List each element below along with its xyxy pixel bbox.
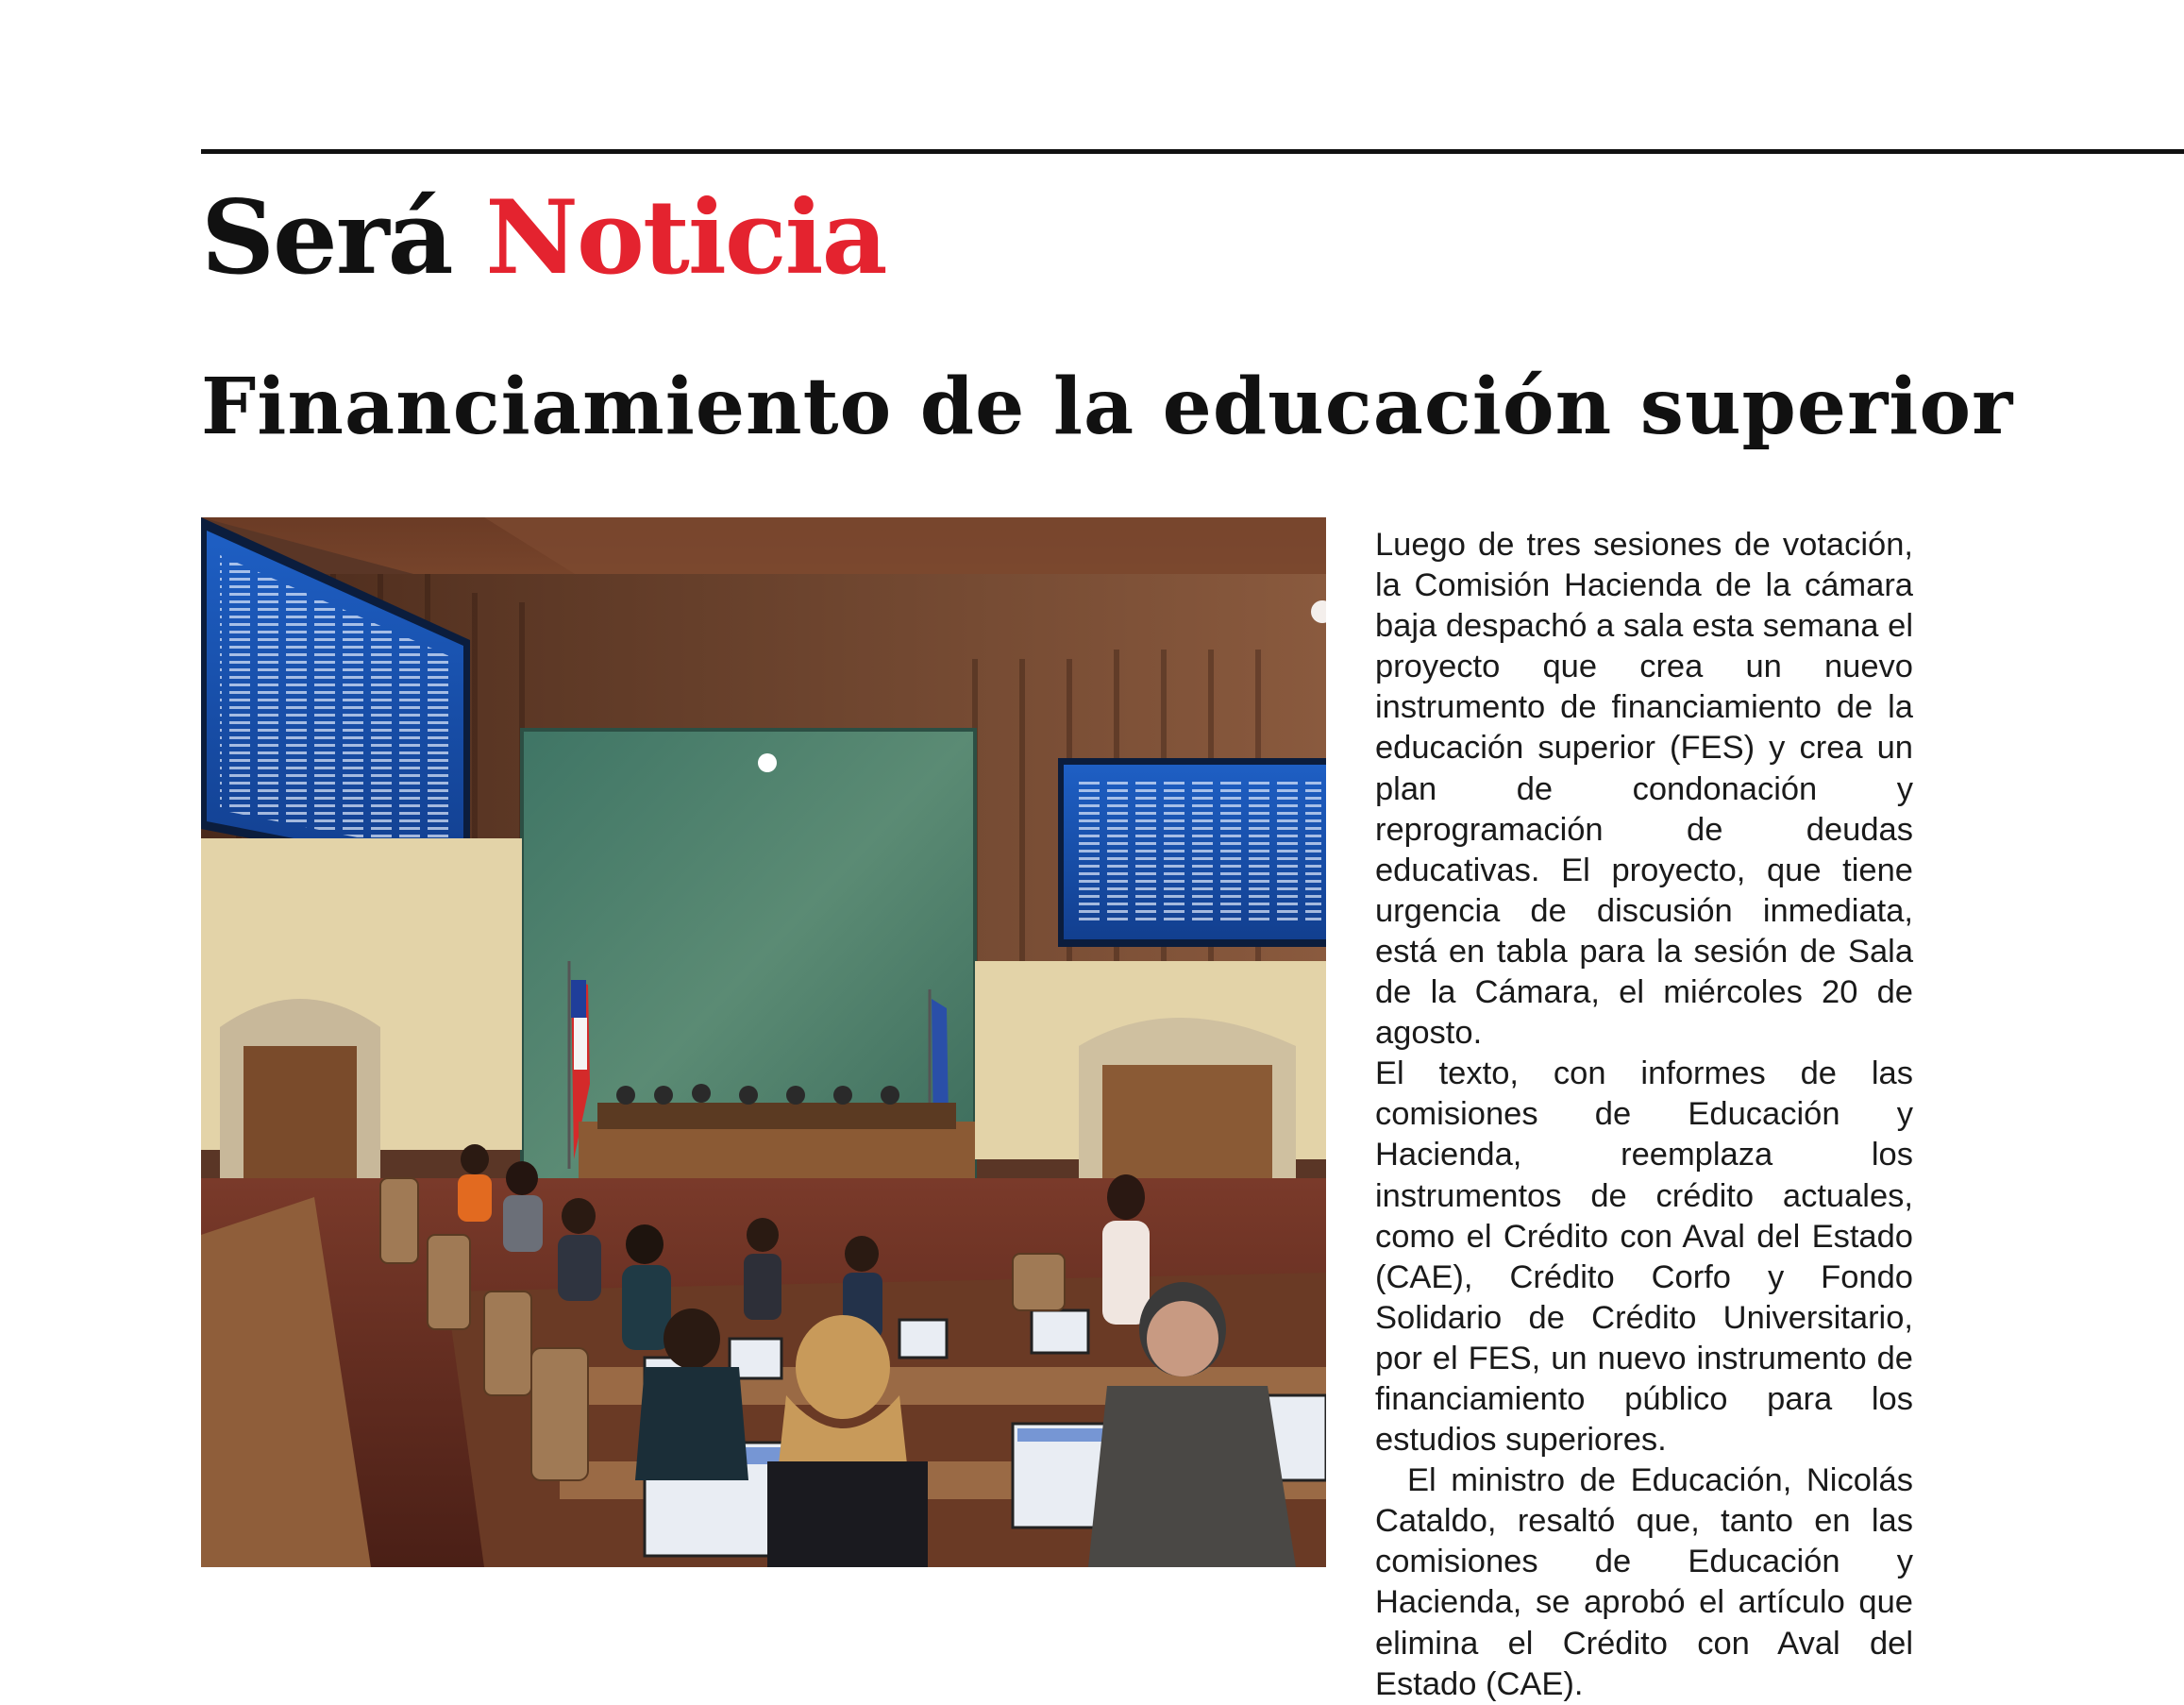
article-paragraph-3: El ministro de Educación, Nicolás Cataldo, resaltó que, tanto en las comisiones de Educación y Hacienda, se aprobó el artículo que elimina el Crédito con Aval del Estado (CAE).	[1375, 1462, 1913, 1702]
article-paragraph-1: Luego de tres sesiones de votación, la Comisión Hacienda de la cámara baja despachó a sala esta semana el proyecto que crea un nuevo instrumento de financiamiento de la educación superior (FES) y crea un plan de condonación y reprogramación de deudas educativas. El proyecto, que tiene urgencia de discusión inmediata, está en tabla para la sesión de Sala de la Cámara, el miércoles 20 de agosto.	[1375, 527, 1913, 1052]
article-paragraph-2: El texto, con informes de las comisiones de Educación y Hacienda, reemplaza los instrumentos de crédito actuales, como el Crédito con Aval del Estado (CAE), Crédito Corfo y Fondo Solidario de Crédito Universitario, por el FES, un nuevo instrumento de financiamiento público para los estudios superiores.	[1375, 1055, 1913, 1459]
article-photo-chamber-session	[201, 517, 1326, 1567]
section-title-word-2: Noticia	[485, 178, 886, 297]
section-title-word-1: Será	[201, 178, 452, 297]
top-rule-divider	[201, 149, 2184, 154]
article-body	[1375, 525, 1913, 1705]
section-title	[201, 178, 886, 297]
article-headline: Financiamiento de la educación superior	[201, 362, 2014, 452]
